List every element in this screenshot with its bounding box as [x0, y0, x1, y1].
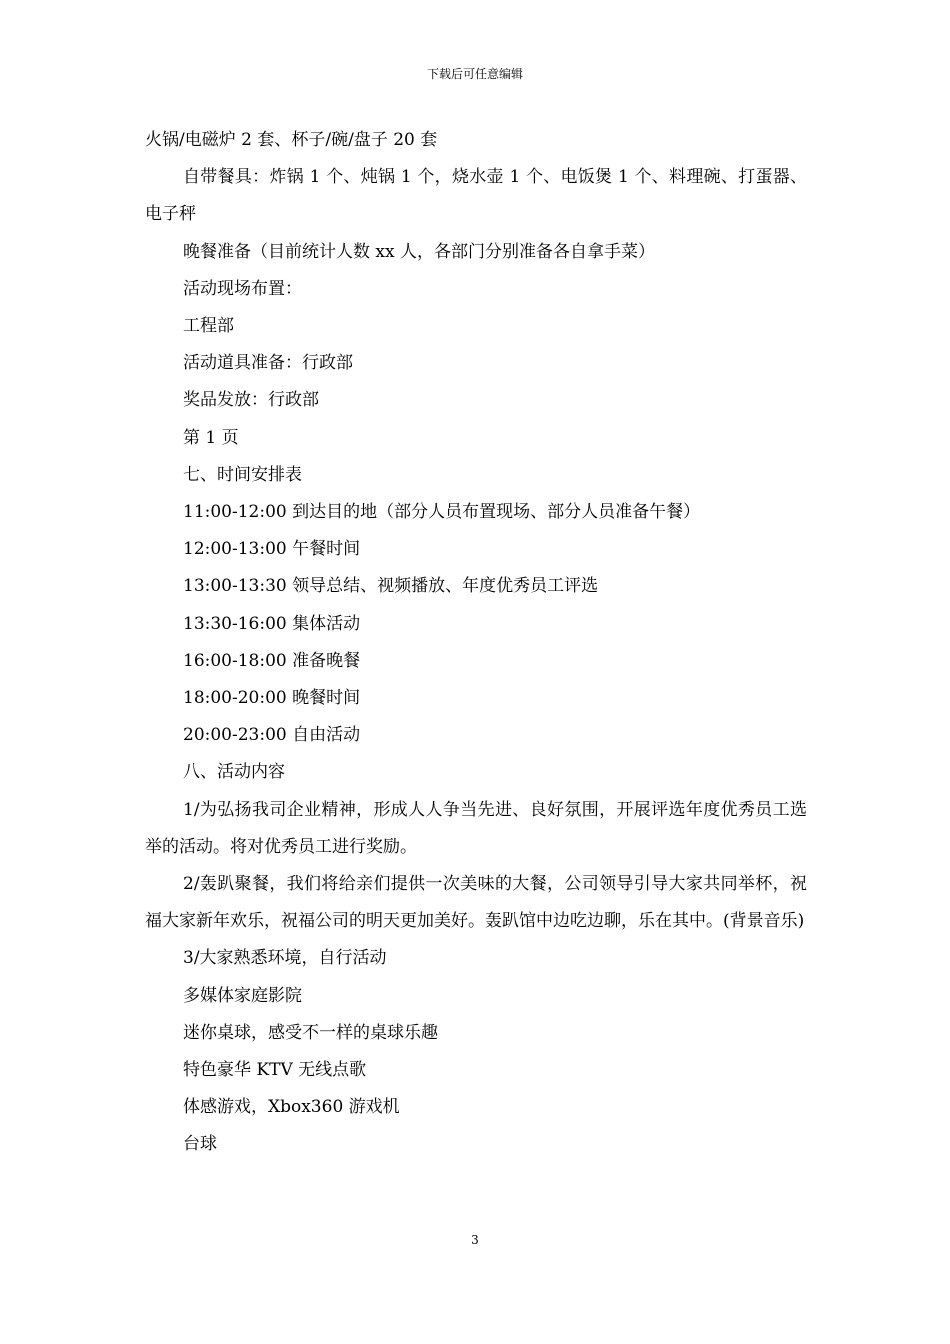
paragraph-engineering-dept: 工程部 [183, 316, 234, 337]
schedule-item: 20:00-23:00 自由活动 [183, 725, 361, 746]
paragraph-tableware: 自带餐具：炸锅 1 个、炖锅 1 个，烧水壶 1 个、电饭煲 1 个、料理碗、打蛋器、电子秤 [145, 167, 807, 225]
paragraph-page-marker: 第 1 页 [183, 427, 239, 448]
paragraph-venue-setup: 活动现场布置： [183, 278, 302, 299]
activity-list-item: 特色豪华 KTV 无线点歌 [183, 1060, 367, 1081]
schedule-item: 18:00-20:00 晚餐时间 [183, 688, 361, 709]
paragraph-props-prep: 活动道具准备：行政部 [183, 353, 353, 374]
activity-list-item: 体感游戏，Xbox360 游戏机 [183, 1097, 400, 1118]
paragraph-dinner-prep: 晚餐准备（目前统计人数 xx 人，各部门分别准备各自拿手菜） [183, 241, 655, 262]
schedule-item: 16:00-18:00 准备晚餐 [183, 650, 361, 671]
section-heading-activities: 八、活动内容 [183, 762, 285, 783]
section-heading-schedule: 七、时间安排表 [183, 464, 302, 485]
schedule-item: 13:00-13:30 领导总结、视频播放、年度优秀员工评选 [183, 576, 599, 597]
schedule-item: 13:30-16:00 集体活动 [183, 613, 361, 634]
paragraph-supplies: 火锅/电磁炉 2 套、杯子/碗/盘子 20 套 [145, 130, 438, 150]
schedule-item: 11:00-12:00 到达目的地（部分人员布置现场、部分人员准备午餐） [183, 502, 701, 523]
activity-list-item: 多媒体家庭影院 [183, 985, 302, 1006]
activity-paragraph: 3/大家熟悉环境，自行活动 [183, 948, 387, 969]
page-number: 3 [471, 1233, 479, 1247]
activity-list-item: 迷你桌球，感受不一样的桌球乐趣 [183, 1022, 438, 1043]
activity-paragraph: 1/为弘扬我司企业精神，形成人人争当先进、良好氛围，开展评选年度优秀员工选举的活动。将对优秀员工进行奖励。 [145, 799, 807, 857]
page-header: 下载后可任意编辑 [426, 67, 523, 81]
schedule-item: 12:00-13:00 午餐时间 [183, 539, 361, 560]
activity-list-item: 台球 [183, 1134, 217, 1155]
document-body [145, 122, 807, 1164]
paragraph-prize-distribution: 奖品发放：行政部 [183, 390, 319, 411]
activity-paragraph: 2/轰趴聚餐，我们将给亲们提供一次美味的大餐，公司领导引导大家共同举杯，祝福大家新年欢乐，祝福公司的明天更加美好。轰趴馆中边吃边聊，乐在其中。(背景音乐) [145, 874, 807, 932]
